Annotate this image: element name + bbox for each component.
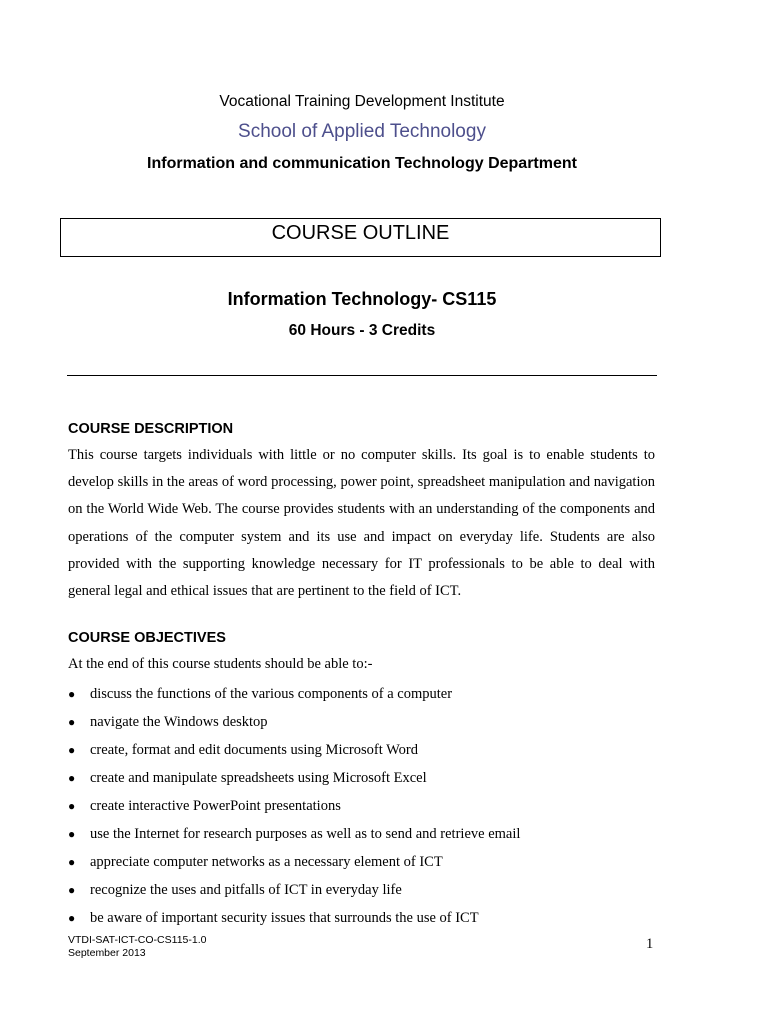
course-description-text: This course targets individuals with little or no computer skills. Its goal is to enable students to develop skills in the areas of word processing, power point, spreadsheet manipulation and navigation on the World Wide Web. The course provides students with an understanding of the components and operations of the computer system and its use and impact on everyday life. Students are also provided with the supporting knowledge necessary for IT professionals to be able to deal with general legal and ethical issues that are pertinent to the field of ICT. <box>68 447 655 600</box>
list-item <box>68 682 668 710</box>
list-item <box>68 766 668 794</box>
objective-text: be aware of important security issues that surrounds the use of ICT <box>90 910 479 926</box>
objective-text: use the Internet for research purposes as well as to send and retrieve email <box>90 826 521 842</box>
horizontal-divider <box>67 375 657 376</box>
bullet-icon: ● <box>68 883 76 897</box>
course-hours-credits: 60 Hours - 3 Credits <box>288 322 436 339</box>
institute-name: Vocational Training Development Institute <box>219 93 505 110</box>
footer-document-code: VTDI-SAT-ICT-CO-CS115-1.0 <box>68 934 207 946</box>
bullet-icon: ● <box>68 687 76 701</box>
objective-text: recognize the uses and pitfalls of ICT in everyday life <box>90 882 402 898</box>
course-outline-title: COURSE OUTLINE <box>271 222 450 244</box>
course-description-heading: COURSE DESCRIPTION <box>68 421 234 437</box>
list-item <box>68 878 668 906</box>
bullet-icon: ● <box>68 911 76 925</box>
objective-text: discuss the functions of the various components of a computer <box>90 686 453 702</box>
bullet-icon: ● <box>68 771 76 785</box>
list-item <box>68 822 668 850</box>
bullet-icon: ● <box>68 827 76 841</box>
bullet-icon: ● <box>68 855 76 869</box>
course-outline-box <box>60 218 661 257</box>
page-number: 1 <box>646 936 654 952</box>
course-objectives-heading: COURSE OBJECTIVES <box>68 630 226 646</box>
department-name: Information and communication Technology Department <box>147 155 577 172</box>
objective-text: create interactive PowerPoint presentations <box>90 798 341 814</box>
objective-text: create and manipulate spreadsheets using Microsoft Excel <box>90 770 427 786</box>
bullet-icon: ● <box>68 799 76 813</box>
objectives-intro: At the end of this course students should be able to:- <box>68 656 373 672</box>
list-item <box>68 738 668 766</box>
bullet-icon: ● <box>68 743 76 757</box>
list-item <box>68 794 668 822</box>
list-item <box>68 906 668 934</box>
objective-text: create, format and edit documents using Microsoft Word <box>90 742 418 758</box>
bullet-icon: ● <box>68 715 76 729</box>
list-item <box>68 710 668 738</box>
objective-text: navigate the Windows desktop <box>90 714 268 730</box>
school-name: School of Applied Technology <box>238 121 486 142</box>
objectives-list <box>68 682 668 934</box>
list-item <box>68 850 668 878</box>
course-title: Information Technology- CS115 <box>227 289 497 309</box>
footer-date: September 2013 <box>68 947 146 959</box>
objective-text: appreciate computer networks as a necessary element of ICT <box>90 854 443 870</box>
